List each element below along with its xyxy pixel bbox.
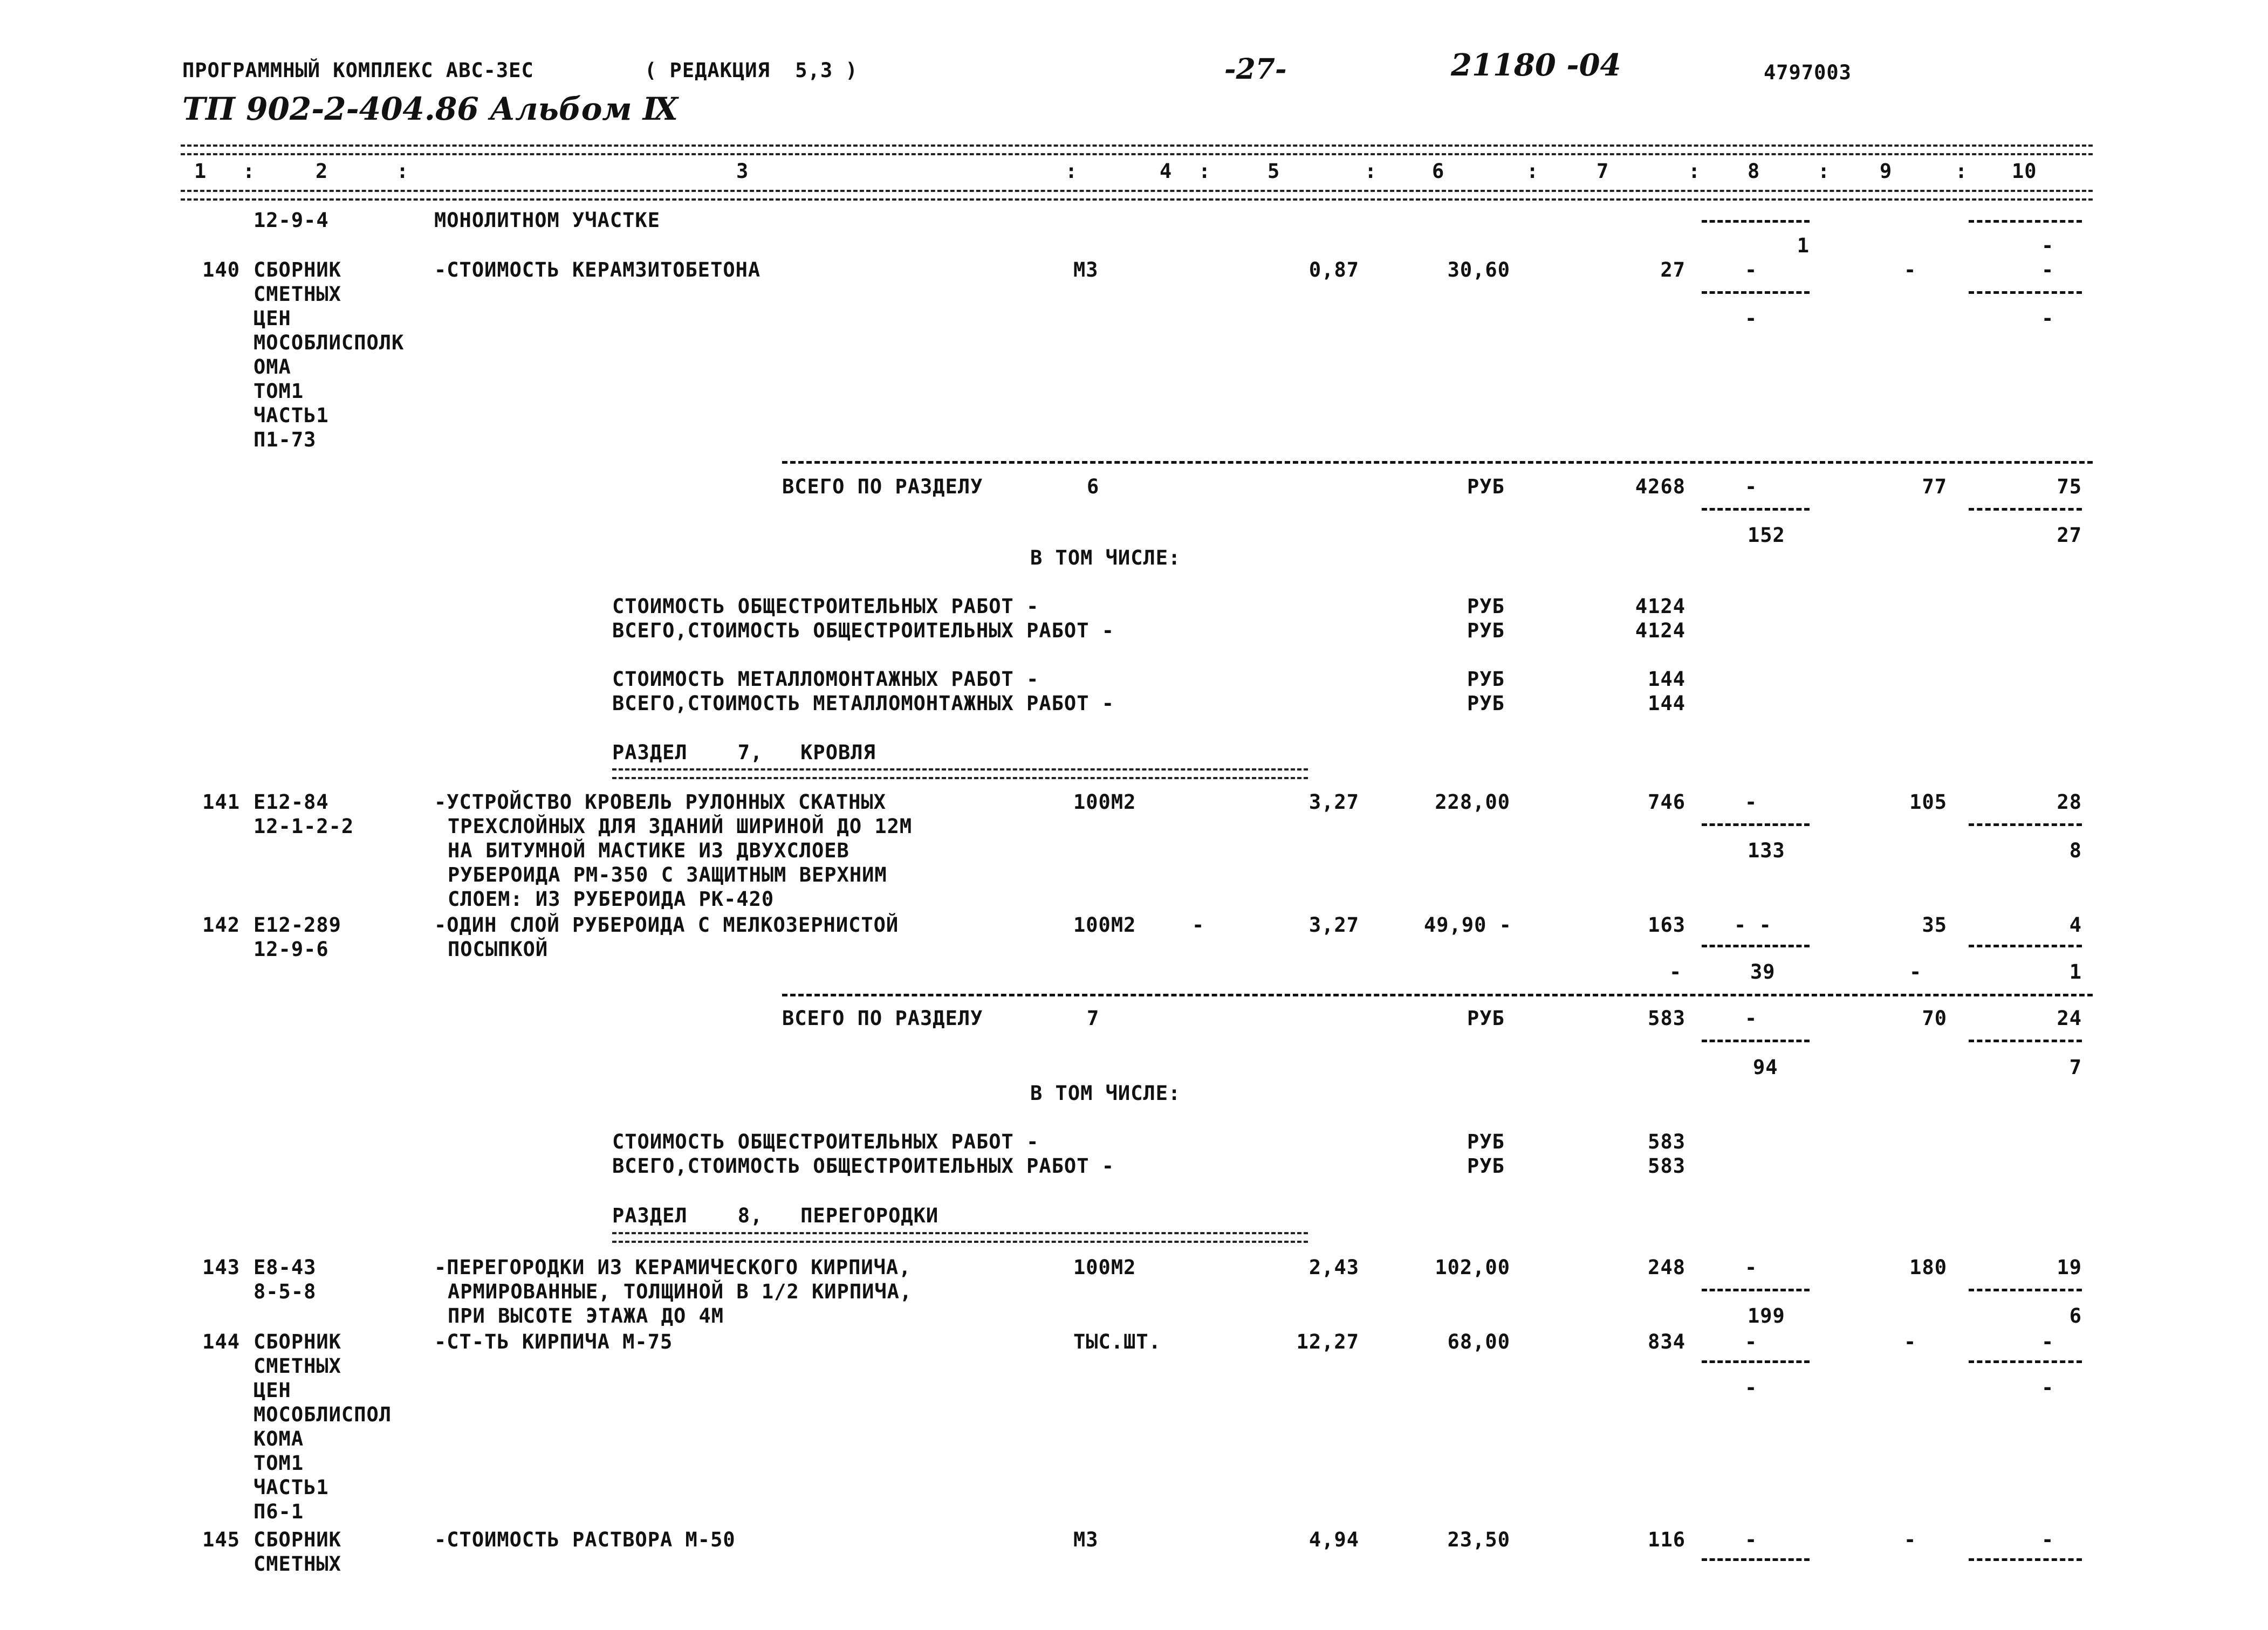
row-description: -СТОИМОСТЬ РАСТВОРА М-50 (434, 1528, 736, 1551)
section-total-col9: 77 (1922, 475, 1947, 498)
program-title: ПРОГРАММНЫЙ КОМПЛЕКС АВС-ЗЕС (182, 59, 534, 82)
section-total-col9: 70 (1922, 1007, 1947, 1030)
column-6: 6 (1432, 160, 1445, 183)
row-description: -СТ-ТЬ КИРПИЧА М-75 (434, 1330, 673, 1353)
breakdown-value: 144 (1648, 692, 1685, 715)
document-number: 4797003 (1764, 61, 1852, 84)
column-7: 7 (1596, 160, 1609, 183)
section-total-label: ВСЕГО ПО РАЗДЕЛУ (782, 1007, 983, 1030)
row-col8: - (1745, 1256, 1758, 1279)
row-unit: 100М2 (1073, 790, 1136, 814)
row-description: -СТОИМОСТЬ КЕРАМЗИТОБЕТОНА (434, 258, 761, 281)
section-total-col10-bottom: 7 (2069, 1056, 2082, 1079)
row-price: 49,90 - (1424, 913, 1512, 937)
row-col9: 105 (1909, 790, 1947, 814)
breakdown-value: 4124 (1635, 595, 1685, 618)
section-total-rule (782, 994, 2093, 996)
column-10: 10 (2012, 160, 2037, 183)
row-col8-bottom: 133 (1748, 839, 1785, 862)
row-mark: - (1192, 913, 1205, 937)
row-number: 143 (202, 1256, 240, 1279)
row-total: 248 (1648, 1256, 1685, 1279)
column-8: 8 (1748, 160, 1760, 183)
row-col9: - (1904, 1528, 1917, 1551)
row-col10-bottom: 1 (2069, 960, 2082, 983)
breakdown-unit: РУБ (1467, 668, 1505, 691)
row-col8-bottom: 39 (1750, 960, 1776, 983)
section-total-col8-bottom: 94 (1753, 1056, 1778, 1079)
row-col8: - (1745, 1330, 1758, 1353)
section-title: РАЗДЕЛ 8, ПЕРЕГОРОДКИ (612, 1204, 939, 1227)
row-code: 12-9-4 (253, 209, 329, 232)
including-heading: В ТОМ ЧИСЛЕ: (1030, 1082, 1181, 1105)
row-price: 30,60 (1447, 258, 1510, 281)
column-4: 4 (1160, 160, 1173, 183)
section-total-col8: - (1745, 475, 1758, 498)
row-price: 102,00 (1435, 1256, 1510, 1279)
section-title-underline (612, 1232, 1308, 1243)
row-col9: - (1904, 258, 1917, 281)
breakdown-unit: РУБ (1467, 692, 1505, 715)
section-total-col10: 75 (2057, 475, 2082, 498)
row-quantity: 12,27 (1296, 1330, 1359, 1353)
row-quantity: 0,87 (1308, 258, 1359, 281)
edition-label: ( РЕДАКЦИЯ 5,3 ) (645, 59, 858, 82)
album-reference: ТП 902-2-404.86 Альбом Ⅸ (182, 91, 679, 127)
breakdown-label: ВСЕГО,СТОИМОСТЬ ОБЩЕСТРОИТЕЛЬНЫХ РАБОТ - (612, 1154, 1115, 1178)
row-price: 68,00 (1447, 1330, 1510, 1353)
section-title: РАЗДЕЛ 7, КРОВЛЯ (612, 741, 876, 764)
section-number: 6 (1087, 475, 1100, 498)
row-col10: 19 (2057, 1256, 2082, 1279)
section-total-col10: 24 (2057, 1007, 2082, 1030)
section-total-col8-bottom: 152 (1748, 524, 1785, 547)
section-total-value: 4268 (1635, 475, 1685, 498)
breakdown-value: 144 (1648, 668, 1685, 691)
column-3: 3 (736, 160, 749, 183)
breakdown-unit: РУБ (1467, 1130, 1505, 1153)
row-total: 27 (1660, 258, 1685, 281)
row-col8-top: 1 (1797, 234, 1810, 257)
row-col7-bottom: - (1669, 960, 1682, 983)
row-total: 116 (1648, 1528, 1685, 1551)
breakdown-label: СТОИМОСТЬ ОБЩЕСТРОИТЕЛЬНЫХ РАБОТ - (612, 595, 1039, 618)
row-number: 145 (202, 1528, 240, 1551)
row-col9-bottom: - (1909, 960, 1922, 983)
breakdown-label: СТОИМОСТЬ МЕТАЛЛОМОНТАЖНЫХ РАБОТ - (612, 668, 1039, 691)
row-col8: - - (1734, 913, 1772, 937)
section-total-label: ВСЕГО ПО РАЗДЕЛУ (782, 475, 983, 498)
section-total-unit: РУБ (1467, 475, 1505, 498)
row-total: 746 (1648, 790, 1685, 814)
row-col10-bottom: 8 (2069, 839, 2082, 862)
breakdown-value: 583 (1648, 1130, 1685, 1153)
row-description: МОНОЛИТНОМ УЧАСТКЕ (434, 209, 660, 232)
row-col8-bottom: - (1745, 1376, 1758, 1399)
section-total-col8: - (1745, 1007, 1758, 1030)
row-number: 141 (202, 790, 240, 814)
row-unit: ТЫС.ШТ. (1073, 1330, 1161, 1353)
row-unit: М3 (1073, 258, 1099, 281)
row-col10-bottom: 6 (2069, 1304, 2082, 1328)
section-total-unit: РУБ (1467, 1007, 1505, 1030)
breakdown-unit: РУБ (1467, 1154, 1505, 1178)
row-quantity: 3,27 (1308, 913, 1359, 937)
document-code: 21180 -04 (1451, 47, 1621, 83)
row-unit: 100М2 (1073, 913, 1136, 937)
header-rule-top (181, 145, 2093, 155)
section-title-underline (612, 768, 1308, 779)
section-total-value: 583 (1648, 1007, 1685, 1030)
breakdown-unit: РУБ (1467, 619, 1505, 642)
row-number: 140 (202, 258, 240, 281)
row-col8-bottom: 199 (1748, 1304, 1785, 1328)
row-col10: - (2041, 1330, 2054, 1353)
row-col10: - (2041, 1528, 2054, 1551)
row-quantity: 3,27 (1308, 790, 1359, 814)
row-col9: 180 (1909, 1256, 1947, 1279)
column-2: 2 (316, 160, 328, 183)
breakdown-label: СТОИМОСТЬ ОБЩЕСТРОИТЕЛЬНЫХ РАБОТ - (612, 1130, 1039, 1153)
row-col9: 35 (1922, 913, 1947, 937)
row-quantity: 4,94 (1308, 1528, 1359, 1551)
column-9: 9 (1880, 160, 1893, 183)
breakdown-label: ВСЕГО,СТОИМОСТЬ ОБЩЕСТРОИТЕЛЬНЫХ РАБОТ - (612, 619, 1115, 642)
row-total: 834 (1648, 1330, 1685, 1353)
breakdown-label: ВСЕГО,СТОИМОСТЬ МЕТАЛЛОМОНТАЖНЫХ РАБОТ - (612, 692, 1115, 715)
row-quantity: 2,43 (1308, 1256, 1359, 1279)
row-total: 163 (1648, 913, 1685, 937)
row-col8-bottom: - (1745, 307, 1758, 330)
section-total-rule (782, 461, 2093, 464)
column-1: 1 (194, 160, 207, 183)
row-col9: - (1904, 1330, 1917, 1353)
row-col10: 4 (2069, 913, 2082, 937)
row-col10-top: - (2041, 234, 2054, 257)
row-col8: - (1745, 790, 1758, 814)
row-number: 144 (202, 1330, 240, 1353)
row-col10-bottom: - (2041, 1376, 2054, 1399)
row-price: 23,50 (1447, 1528, 1510, 1551)
row-price: 228,00 (1435, 790, 1510, 814)
row-col10: 28 (2057, 790, 2082, 814)
row-unit: 100М2 (1073, 1256, 1136, 1279)
breakdown-value: 4124 (1635, 619, 1685, 642)
column-5: 5 (1267, 160, 1280, 183)
page-number: -27- (1224, 53, 1287, 86)
breakdown-unit: РУБ (1467, 595, 1505, 618)
row-col8: - (1745, 258, 1758, 281)
including-heading: В ТОМ ЧИСЛЕ: (1030, 546, 1181, 569)
row-number: 142 (202, 913, 240, 937)
row-unit: М3 (1073, 1528, 1099, 1551)
row-col8: - (1745, 1528, 1758, 1551)
row-col10: - (2041, 258, 2054, 281)
row-col10-bottom: - (2041, 307, 2054, 330)
header-rule-bottom (181, 190, 2093, 201)
breakdown-value: 583 (1648, 1154, 1685, 1178)
section-total-col10-bottom: 27 (2057, 524, 2082, 547)
section-number: 7 (1087, 1007, 1100, 1030)
